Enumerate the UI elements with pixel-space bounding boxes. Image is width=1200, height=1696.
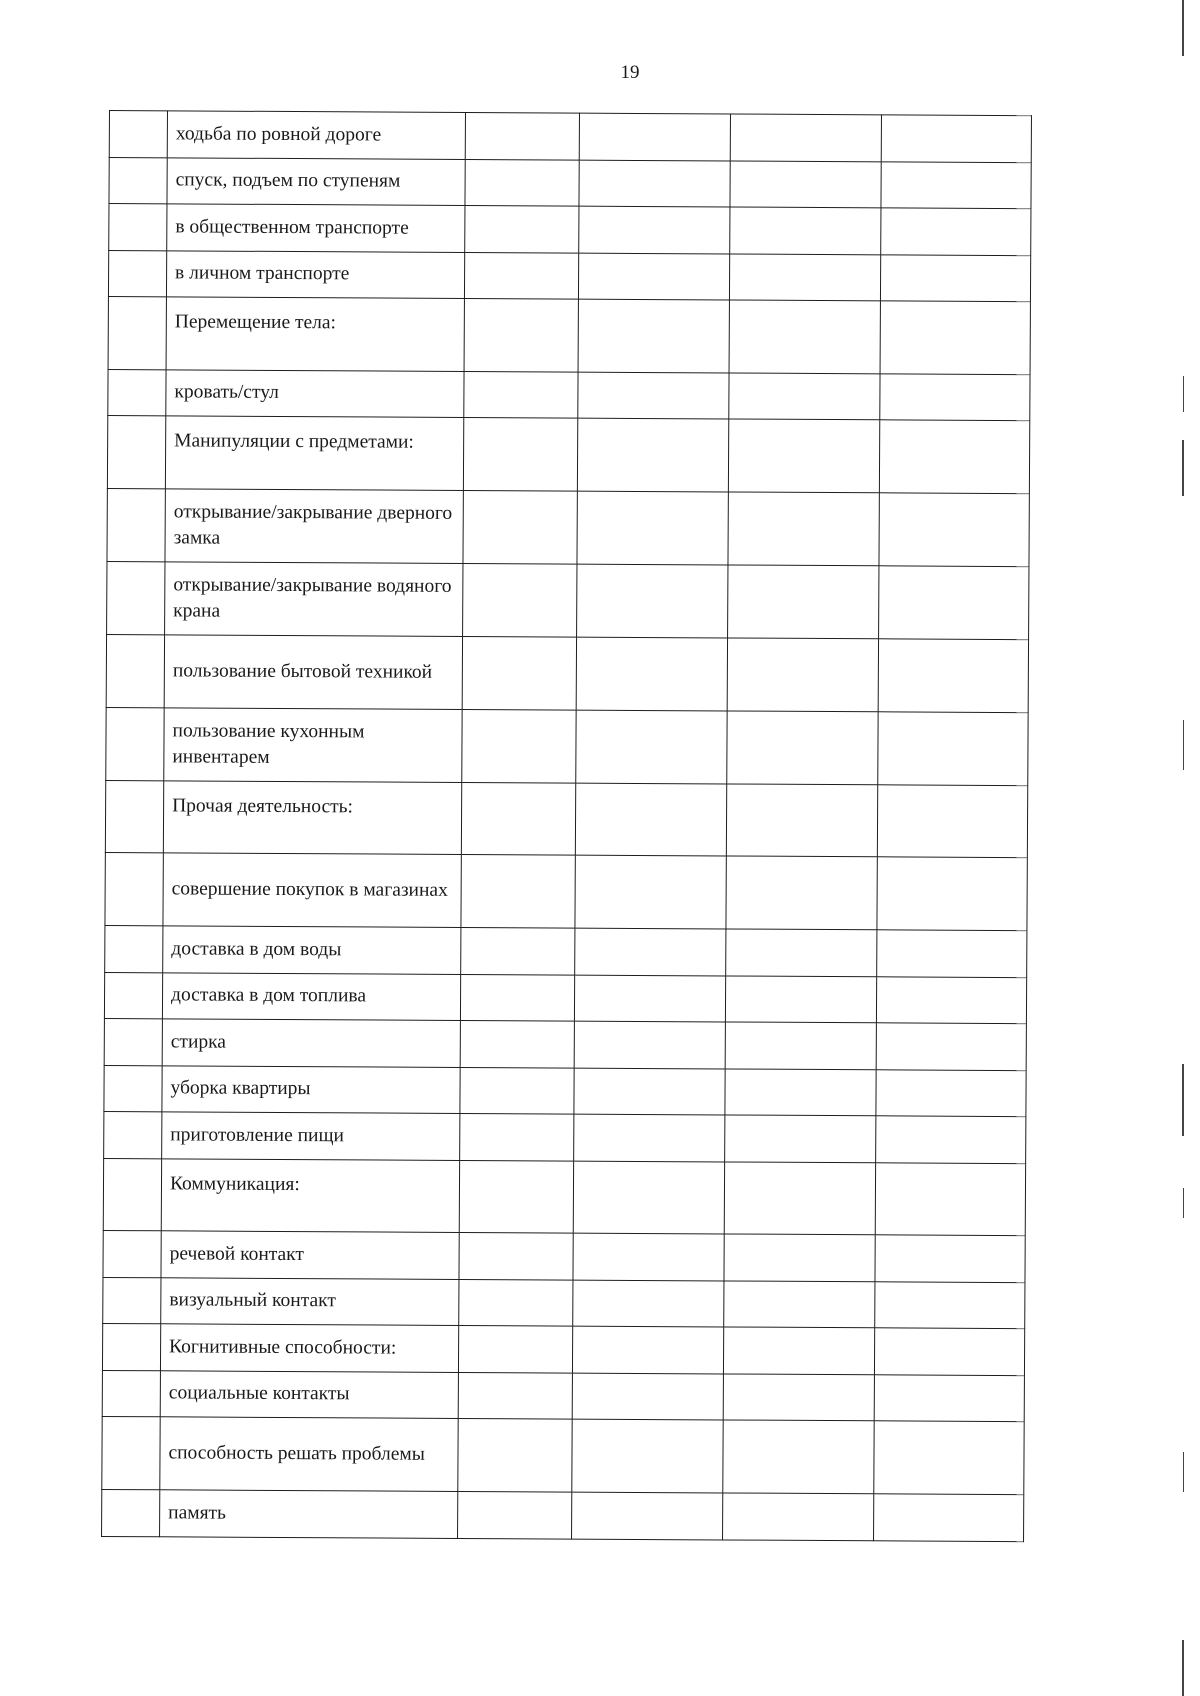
table-row <box>109 111 1031 163</box>
empty-value-cell <box>575 783 726 856</box>
table-row <box>108 296 1030 374</box>
row-number-cell <box>109 111 167 158</box>
row-label: открывание/закрывание дверного замка <box>165 488 463 563</box>
empty-value-cell <box>574 975 725 1022</box>
empty-value-cell <box>730 207 881 254</box>
empty-value-cell <box>465 112 579 159</box>
empty-value-cell <box>724 1161 875 1234</box>
table-row <box>105 852 1027 930</box>
empty-value-cell <box>729 300 880 373</box>
table-row <box>104 1065 1026 1117</box>
table-row <box>105 925 1027 977</box>
empty-value-cell <box>725 975 876 1022</box>
table-row <box>103 1158 1025 1236</box>
row-label: доставка в дом воды <box>163 926 461 974</box>
empty-value-cell <box>575 855 726 929</box>
empty-value-cell <box>577 418 728 491</box>
empty-value-cell <box>874 1494 1024 1541</box>
table-row <box>105 780 1027 858</box>
row-number-cell <box>106 707 164 780</box>
empty-value-cell <box>574 1021 725 1068</box>
scan-edge-mark <box>1182 1064 1184 1136</box>
empty-value-cell <box>461 854 575 928</box>
table-row <box>107 415 1029 493</box>
empty-value-cell <box>874 1328 1024 1375</box>
row-number-cell <box>107 488 165 561</box>
empty-value-cell <box>879 565 1029 639</box>
table-row <box>109 157 1031 209</box>
empty-value-cell <box>465 205 579 252</box>
empty-value-cell <box>725 1068 876 1115</box>
empty-value-cell <box>875 1235 1025 1282</box>
table-row <box>104 1018 1026 1070</box>
table-row <box>107 561 1029 639</box>
empty-value-cell <box>880 373 1030 420</box>
empty-value-cell <box>725 1115 876 1162</box>
empty-value-cell <box>728 491 879 565</box>
row-number-cell <box>102 1489 160 1536</box>
empty-value-cell <box>461 927 575 974</box>
empty-value-cell <box>729 372 880 419</box>
table-row <box>102 1370 1024 1422</box>
empty-value-cell <box>572 1326 723 1373</box>
empty-value-cell <box>577 564 728 638</box>
row-label: ходьба по ровной дороге <box>167 111 465 159</box>
empty-value-cell <box>459 1232 573 1279</box>
row-label: Манипуляции с предметами: <box>165 416 463 490</box>
row-label: совершение покупок в магазинах <box>163 853 461 928</box>
empty-value-cell <box>461 782 575 855</box>
empty-value-cell <box>874 1421 1024 1495</box>
row-label: Коммуникация: <box>161 1158 459 1232</box>
row-label: речевой контакт <box>161 1231 459 1279</box>
row-number-cell <box>104 1111 162 1158</box>
table-row <box>107 488 1029 566</box>
row-number-cell <box>103 1158 161 1231</box>
empty-value-cell <box>881 208 1031 255</box>
empty-value-cell <box>572 1373 723 1420</box>
empty-value-cell <box>460 1113 574 1160</box>
empty-value-cell <box>876 976 1026 1023</box>
empty-value-cell <box>579 113 730 160</box>
row-label: Когнитивные способности: <box>160 1324 458 1372</box>
empty-value-cell <box>726 856 877 930</box>
empty-value-cell <box>874 1374 1024 1421</box>
row-label: спуск, подъем по ступеням <box>167 157 465 205</box>
row-label: социальные контакты <box>160 1370 458 1418</box>
row-label: Прочая деятельность: <box>163 780 461 854</box>
empty-value-cell <box>728 419 879 492</box>
empty-value-cell <box>877 857 1027 931</box>
assessment-table <box>101 110 1032 1542</box>
row-label: кровать/стул <box>166 369 464 417</box>
empty-value-cell <box>878 711 1028 785</box>
empty-value-cell <box>572 1492 723 1539</box>
table-row <box>106 707 1028 785</box>
empty-value-cell <box>573 1233 724 1280</box>
row-label: уборка квартиры <box>162 1065 460 1113</box>
table-row <box>104 1111 1026 1163</box>
empty-value-cell <box>578 253 729 300</box>
empty-value-cell <box>576 637 727 711</box>
empty-value-cell <box>464 252 578 299</box>
row-number-cell <box>103 1230 161 1277</box>
scan-edge-mark <box>1183 1452 1184 1492</box>
assessment-table-body <box>102 111 1032 1542</box>
empty-value-cell <box>723 1493 874 1540</box>
row-label: стирка <box>162 1019 460 1067</box>
empty-value-cell <box>724 1280 875 1327</box>
empty-value-cell <box>458 1325 572 1372</box>
empty-value-cell <box>729 253 880 300</box>
empty-value-cell <box>578 372 729 419</box>
row-number-cell <box>108 369 166 416</box>
empty-value-cell <box>460 1020 574 1067</box>
empty-value-cell <box>876 1023 1026 1070</box>
empty-value-cell <box>464 298 578 371</box>
empty-value-cell <box>727 637 878 711</box>
empty-value-cell <box>579 160 730 207</box>
row-label: память <box>160 1490 458 1538</box>
empty-value-cell <box>724 1234 875 1281</box>
empty-value-cell <box>730 114 881 161</box>
empty-value-cell <box>877 930 1027 977</box>
empty-value-cell <box>464 371 578 418</box>
empty-value-cell <box>463 490 577 564</box>
row-label: пользование бытовой техникой <box>164 634 462 709</box>
table-row <box>103 1230 1025 1282</box>
empty-value-cell <box>881 115 1031 162</box>
table-row <box>102 1416 1024 1494</box>
empty-value-cell <box>572 1419 723 1493</box>
scan-edge-mark <box>1183 376 1184 412</box>
table-row <box>106 634 1028 712</box>
row-label: открывание/закрывание водяного крана <box>165 561 463 636</box>
empty-value-cell <box>728 564 879 638</box>
row-number-cell <box>105 780 163 853</box>
row-number-cell <box>104 972 162 1019</box>
row-number-cell <box>106 634 164 707</box>
empty-value-cell <box>877 784 1027 857</box>
empty-value-cell <box>460 974 574 1021</box>
empty-value-cell <box>725 1022 876 1069</box>
row-number-cell <box>104 1018 162 1065</box>
empty-value-cell <box>881 161 1031 208</box>
row-number-cell <box>102 1370 160 1417</box>
empty-value-cell <box>459 1160 573 1233</box>
scan-edge-mark <box>1183 1188 1184 1218</box>
table-row <box>102 1323 1024 1375</box>
empty-value-cell <box>880 301 1030 374</box>
row-number-cell <box>109 157 167 204</box>
scan-edge-mark <box>1182 440 1184 496</box>
empty-value-cell <box>458 1372 572 1419</box>
empty-value-cell <box>727 710 878 784</box>
empty-value-cell <box>460 1067 574 1114</box>
row-label: доставка в дом топлива <box>162 972 460 1020</box>
empty-value-cell <box>574 1068 725 1115</box>
empty-value-cell <box>462 709 576 783</box>
empty-value-cell <box>880 254 1030 301</box>
scan-edge-mark <box>1182 0 1184 56</box>
row-number-cell <box>102 1323 160 1370</box>
table-row <box>108 250 1030 302</box>
row-label: в общественном транспорте <box>167 204 465 252</box>
empty-value-cell <box>458 1418 572 1492</box>
empty-value-cell <box>573 1280 724 1327</box>
row-label: Перемещение тела: <box>166 297 464 371</box>
row-number-cell <box>104 1065 162 1112</box>
empty-value-cell <box>576 710 727 784</box>
row-number-cell <box>107 561 165 634</box>
empty-value-cell <box>878 638 1028 712</box>
row-label: пользование кухонным инвентарем <box>164 707 462 782</box>
empty-value-cell <box>579 206 730 253</box>
table-row <box>103 1277 1025 1329</box>
empty-value-cell <box>575 928 726 975</box>
empty-value-cell <box>875 1281 1025 1328</box>
empty-value-cell <box>879 420 1029 493</box>
row-number-cell <box>107 415 165 488</box>
empty-value-cell <box>879 492 1029 566</box>
empty-value-cell <box>723 1373 874 1420</box>
empty-value-cell <box>459 1279 573 1326</box>
row-label: способность решать проблемы <box>160 1417 458 1492</box>
empty-value-cell <box>723 1420 874 1494</box>
table-row <box>104 972 1026 1024</box>
row-label: визуальный контакт <box>161 1277 459 1325</box>
empty-value-cell <box>577 491 728 565</box>
row-label: в личном транспорте <box>166 250 464 298</box>
assessment-table-container <box>101 110 1031 1542</box>
empty-value-cell <box>875 1162 1025 1235</box>
page-number: 19 <box>620 62 640 83</box>
empty-value-cell <box>573 1161 724 1234</box>
empty-value-cell <box>578 299 729 372</box>
empty-value-cell <box>876 1116 1026 1163</box>
row-number-cell <box>108 296 166 369</box>
row-number-cell <box>105 925 163 972</box>
table-row <box>102 1489 1024 1541</box>
empty-value-cell <box>463 417 577 490</box>
empty-value-cell <box>723 1327 874 1374</box>
scan-edge-mark <box>1182 1640 1184 1696</box>
empty-value-cell <box>876 1069 1026 1116</box>
empty-value-cell <box>726 929 877 976</box>
scan-edge-mark <box>1183 720 1184 770</box>
row-label: приготовление пищи <box>162 1112 460 1160</box>
row-number-cell <box>109 204 167 251</box>
row-number-cell <box>108 250 166 297</box>
empty-value-cell <box>458 1491 572 1538</box>
empty-value-cell <box>465 159 579 206</box>
row-number-cell <box>102 1416 160 1489</box>
empty-value-cell <box>726 783 877 856</box>
empty-value-cell <box>730 160 881 207</box>
empty-value-cell <box>574 1114 725 1161</box>
table-row <box>109 204 1031 256</box>
empty-value-cell <box>463 563 577 637</box>
row-number-cell <box>105 852 163 925</box>
empty-value-cell <box>462 636 576 710</box>
table-row <box>108 369 1030 421</box>
row-number-cell <box>103 1277 161 1324</box>
